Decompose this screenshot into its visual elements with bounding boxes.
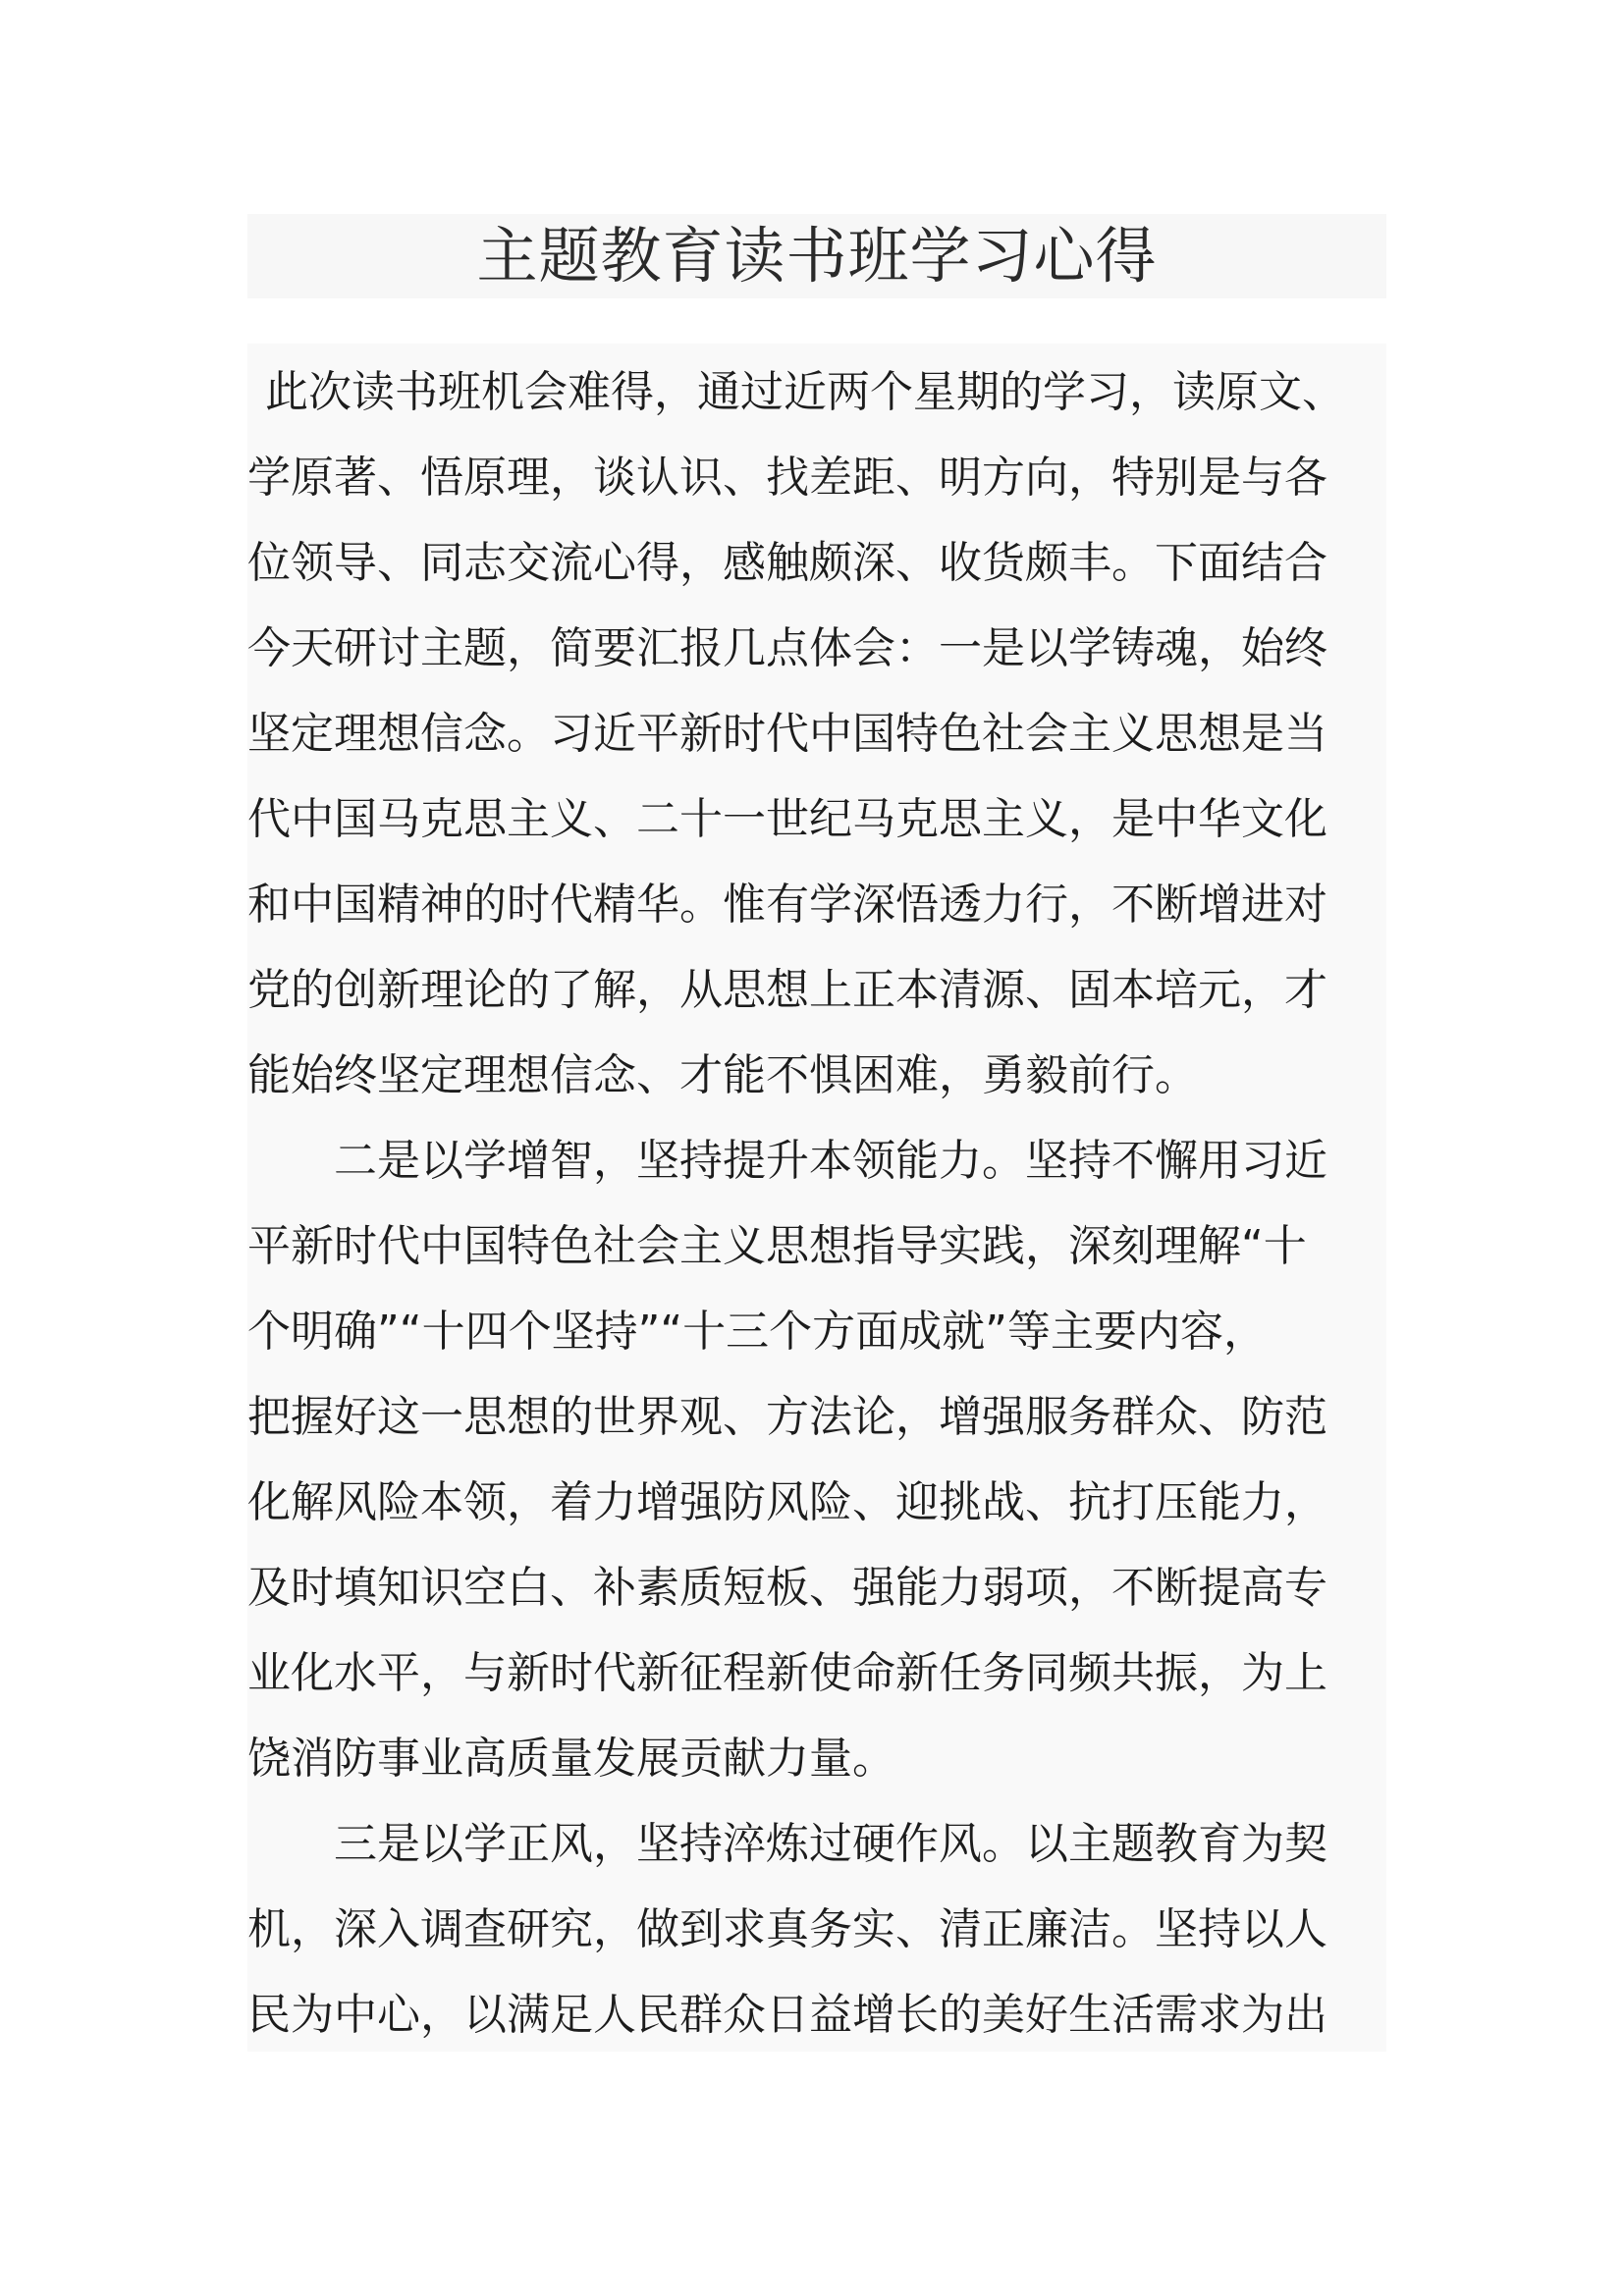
body-line: 个明确”“十四个坚持”“十三个方面成就”等主要内容， — [247, 1307, 1267, 1357]
body-line: 把握好这一思想的世界观、方法论，增强服务群众、防范 — [247, 1392, 1327, 1442]
body-line: 二是以学增智，坚持提升本领能力。坚持不懈用习近 — [334, 1136, 1327, 1186]
body-line: 机，深入调查研究，做到求真务实、清正廉洁。坚持以人 — [247, 1904, 1327, 1954]
body-line: 三是以学正风，坚持淬炼过硬作风。以主题教育为契 — [334, 1819, 1327, 1869]
body-line: 平新时代中国特色社会主义思想指导实践，深刻理解“十 — [247, 1221, 1307, 1271]
body-line: 今天研讨主题，简要汇报几点体会：一是以学铸魂，始终 — [247, 623, 1327, 673]
body-line: 及时填知识空白、补素质短板、强能力弱项，不断提高专 — [247, 1563, 1327, 1613]
body-line: 和中国精神的时代精华。惟有学深悟透力行，不断增进对 — [247, 880, 1327, 930]
body-line: 代中国马克思主义、二十一世纪马克思主义，是中华文化 — [247, 794, 1327, 844]
body-line: 能始终坚定理想信念、才能不惧困难，勇毅前行。 — [247, 1050, 1198, 1100]
body-line: 位领导、同志交流心得，感触颇深、收货颇丰。下面结合 — [247, 538, 1327, 588]
body-line: 此次读书班机会难得，通过近两个星期的学习，读原文、 — [265, 367, 1345, 417]
document-title: 主题教育读书班学习心得 — [476, 220, 1158, 292]
body-line: 化解风险本领，着力增强防风险、迎挑战、抗打压能力， — [247, 1477, 1327, 1527]
body-line: 学原著、悟原理，谈认识、找差距、明方向，特别是与各 — [247, 453, 1327, 503]
body-line: 民为中心，以满足人民群众日益增长的美好生活需求为出 — [247, 1990, 1327, 2040]
body-line: 业化水平，与新时代新征程新使命新任务同频共振，为上 — [247, 1648, 1327, 1698]
body-line: 饶消防事业高质量发展贡献力量。 — [247, 1734, 895, 1784]
body-line: 党的创新理论的了解，从思想上正本清源、固本培元，才 — [247, 965, 1327, 1015]
body-line: 坚定理想信念。习近平新时代中国特色社会主义思想是当 — [247, 709, 1327, 759]
document-body — [247, 349, 1386, 2057]
